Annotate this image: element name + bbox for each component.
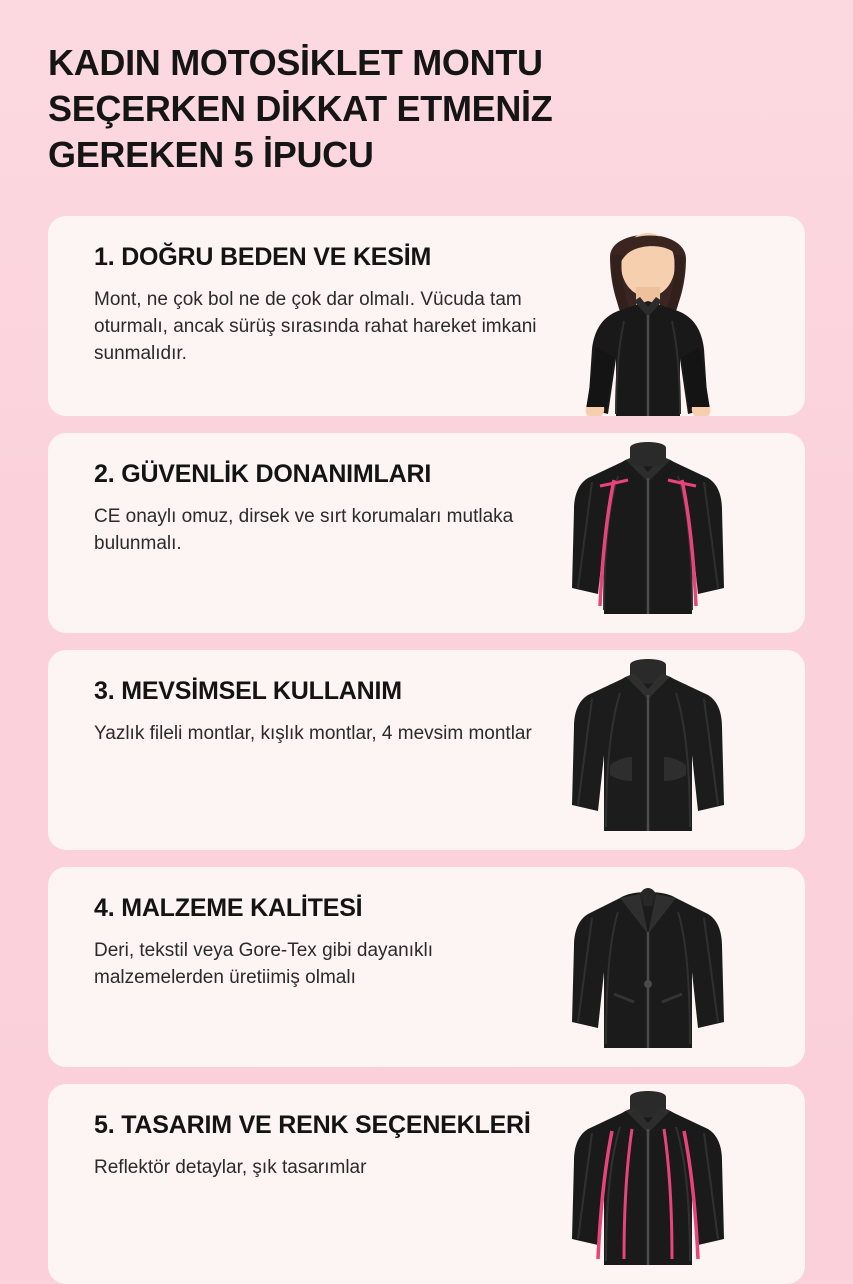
tip-title: 5. TASARIM VE RENK SEÇENEKLERİ <box>94 1111 531 1140</box>
tip-text-block <box>94 893 564 991</box>
jacket-with-reflective-stripes-illustration <box>533 1084 763 1284</box>
plain-black-jacket-illustration <box>533 650 763 850</box>
tip-description: Mont, ne çok bol ne de çok dar olmalı. Vücuda tam oturmalı, ancak sürüş sırasında rahat hareket imkani sunmalıdır. <box>94 288 537 364</box>
jacket-with-pink-stripes-illustration <box>533 433 763 633</box>
tip-title: 4. MALZEME KALİTESİ <box>94 894 363 923</box>
tip-title: 1. DOĞRU BEDEN VE KESİM <box>94 243 432 272</box>
tips-list <box>48 216 805 1284</box>
page-title: KADIN MOTOSİKLET MONTU SEÇERKEN DİKKAT ETMENİZ GEREKEN 5 İPUCU <box>48 42 553 176</box>
woman-wearing-jacket-illustration <box>533 216 763 416</box>
tip-text-block <box>94 459 564 557</box>
list-item <box>48 433 805 633</box>
tip-description: Deri, tekstil veya Gore-Tex gibi dayanıklı malzemelerden üretiimiş olmalı <box>94 939 433 988</box>
list-item <box>48 867 805 1067</box>
tip-text-block <box>94 242 564 367</box>
tip-description: CE onaylı omuz, dirsek ve sırt korumaları mutlaka bulunmalı. <box>94 505 514 554</box>
tip-title: 2. GÜVENLİK DONANIMLARI <box>94 460 432 489</box>
tip-title: 3. MEVSİMSEL KULLANIM <box>94 677 402 706</box>
tip-description: Reflektör detaylar, şık tasarımlar <box>94 1156 367 1178</box>
tip-description: Yazlık fileli montlar, kışlık montlar, 4 mevsim montlar <box>94 722 532 744</box>
tip-text-block <box>94 676 564 747</box>
leather-jacket-illustration <box>533 867 763 1067</box>
list-item <box>48 650 805 850</box>
list-item <box>48 216 805 416</box>
tip-text-block <box>94 1110 564 1181</box>
list-item <box>48 1084 805 1284</box>
